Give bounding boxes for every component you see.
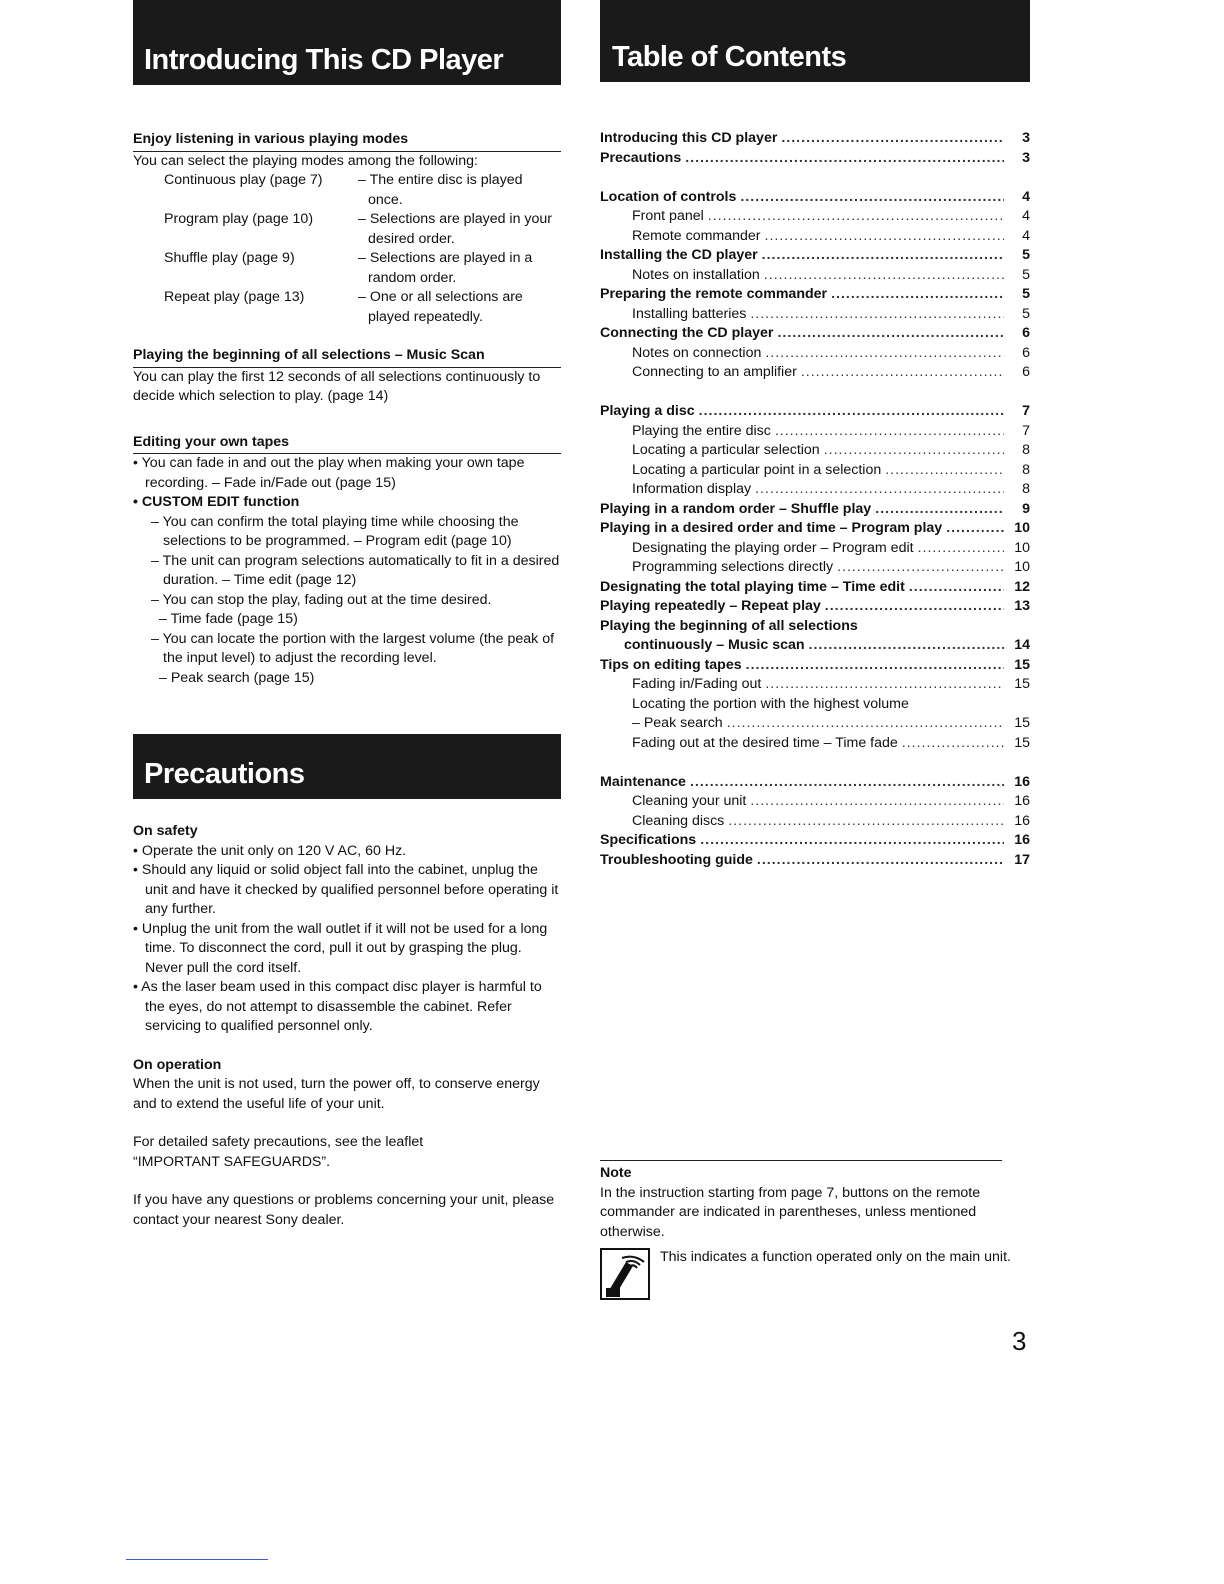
- intro-section: [133, 130, 561, 688]
- toc-page: 3: [1022, 130, 1030, 146]
- toc-leader: [740, 188, 1004, 208]
- toc-page: 7: [1022, 422, 1030, 439]
- toc-subentry: [600, 539, 1030, 559]
- toc-entry: [600, 831, 1030, 851]
- toc-gap: [600, 168, 1030, 188]
- safety-item: • Should any liquid or solid object fall into the cabinet, unplug the unit and have it checked by qualified personnel before operating it any further.: [133, 862, 559, 917]
- toc-page: 15: [1014, 676, 1030, 692]
- note-text: In the instruction starting from page 7, buttons on the remote commander are indicated in parentheses, unless mentioned otherwise.: [600, 1184, 981, 1240]
- toc-leader: [750, 792, 1004, 812]
- toc-label: Designating the playing order – Program edit: [632, 539, 914, 556]
- toc-leader: [765, 344, 1004, 364]
- toc-leader: [918, 539, 1004, 559]
- toc-label: Maintenance: [600, 773, 686, 790]
- main-unit-icon: [600, 1248, 650, 1300]
- toc-page: 8: [1022, 442, 1030, 458]
- mode-desc: – Selections are played in your desired order.: [358, 211, 553, 247]
- dealer-text: If you have any questions or problems concerning your unit, please contact your nearest Sony dealer.: [133, 1192, 555, 1228]
- scan-heading: Playing the beginning of all selections – Music Scan: [133, 346, 561, 368]
- toc-subentry: [600, 344, 1030, 364]
- toc-page: 16: [1014, 812, 1030, 829]
- toc-label: Notes on installation: [632, 266, 760, 283]
- toc-entry: [600, 851, 1030, 871]
- edit-sub-continuation: – Peak search (page 15): [159, 669, 315, 686]
- toc-label: Playing repeatedly – Repeat play: [600, 598, 821, 614]
- toc-page: 15: [1014, 656, 1030, 673]
- note-section: [600, 1160, 1030, 1300]
- toc-leader: [831, 285, 1004, 305]
- toc-entry: [600, 500, 1030, 520]
- toc-leader: [700, 831, 1004, 851]
- toc-leader: [909, 578, 1004, 598]
- toc-leader: [764, 266, 1004, 286]
- toc-label: Preparing the remote commander: [600, 286, 828, 302]
- toc-leader: [727, 714, 1004, 734]
- toc-entry: [600, 578, 1030, 598]
- intro-title: Introducing This CD Player: [144, 44, 504, 76]
- toc-subentry: [600, 227, 1030, 247]
- toc-leader: [699, 402, 1004, 422]
- edit-bullet: • You can fade in and out the play when making your own tape recording. – Fade in/Fade out (page 15): [133, 455, 525, 491]
- mode-row: [164, 288, 561, 327]
- toc-leader: [946, 519, 1004, 539]
- toc-page: 5: [1022, 286, 1030, 302]
- toc-subentry: [600, 305, 1030, 325]
- toc-leader: [837, 558, 1004, 578]
- modes-lead: You can select the playing modes among the following:: [133, 152, 478, 169]
- toc-entry: [600, 597, 1030, 617]
- safety-item: • As the laser beam used in this compact disc player is harmful to the eyes, do not attempt to disassemble the cabinet. Refer servicing to qualified personnel only.: [133, 979, 542, 1034]
- safety-item: • Unplug the unit from the wall outlet if it will not be used for a long time. To disconnect the cord, pull it out by grasping the plug. Never pull the cord itself.: [133, 920, 548, 976]
- edit-sub-bullet: – You can confirm the total playing time while choosing the selections to be programmed. – Program edit (page 10): [151, 513, 519, 549]
- toc-label: Installing batteries: [632, 305, 747, 322]
- mode-desc: – One or all selections are played repeatedly.: [358, 289, 523, 325]
- toc-page: 5: [1022, 247, 1030, 263]
- toc-gap: [600, 753, 1030, 773]
- edit-sub-bullet: – You can stop the play, fading out at the time desired.: [151, 591, 492, 608]
- toc-leader: [708, 207, 1004, 227]
- toc-label: Location of controls: [600, 188, 737, 205]
- toc-leader: [755, 480, 1004, 500]
- toc-label: Connecting to an amplifier: [632, 364, 797, 380]
- toc-label: Cleaning your unit: [632, 793, 747, 809]
- operation-text: When the unit is not used, turn the power off, to conserve energy and to extend the useful life of your unit.: [133, 1076, 540, 1112]
- intro-banner: [133, 0, 561, 85]
- toc-entry: [600, 519, 1030, 539]
- icon-legend: [600, 1248, 1030, 1300]
- precautions-title: Precautions: [144, 758, 305, 790]
- toc-subentry: [600, 734, 1030, 754]
- toc-page: 4: [1022, 208, 1030, 224]
- mode-desc: – Selections are played in a random order.: [358, 250, 533, 286]
- toc-subentry: [600, 812, 1030, 832]
- toc-label: Information display: [632, 481, 752, 497]
- mode-name: Continuous play (page 7): [164, 172, 323, 188]
- toc-page: 16: [1014, 773, 1030, 790]
- toc-page: 16: [1014, 793, 1030, 809]
- toc-page: 15: [1014, 734, 1030, 751]
- toc-subentry: [600, 695, 1030, 715]
- toc-leader: [690, 773, 1004, 793]
- toc-page: 14: [1014, 637, 1030, 653]
- footer-rule: [126, 1559, 268, 1560]
- edit-heading: Editing your own tapes: [133, 433, 561, 455]
- toc-label: Troubleshooting guide: [600, 851, 753, 868]
- toc-page: 6: [1022, 364, 1030, 380]
- toc-entry: [600, 129, 1030, 149]
- note-heading: Note: [600, 1165, 632, 1181]
- toc-page: 7: [1022, 403, 1030, 419]
- toc-subentry: [600, 558, 1030, 578]
- toc-label: Playing the entire disc: [632, 422, 771, 439]
- toc-page: 6: [1022, 325, 1030, 341]
- toc-leader: [902, 734, 1004, 754]
- toc-entry: [600, 402, 1030, 422]
- toc-leader: [775, 422, 1004, 442]
- precautions-section: [133, 822, 561, 1230]
- mode-name: Shuffle play (page 9): [164, 250, 295, 266]
- toc-subentry: [600, 207, 1030, 227]
- toc-leader: [809, 636, 1004, 656]
- toc-label: Front panel: [632, 208, 704, 224]
- toc-leader: [875, 500, 1004, 520]
- custom-edit-bullet: • CUSTOM EDIT function: [133, 494, 300, 510]
- toc-entry: [600, 188, 1030, 208]
- toc-leader: [746, 656, 1004, 676]
- toc-entry: [600, 636, 1030, 656]
- toc-subentry: [600, 714, 1030, 734]
- toc-subentry: [600, 363, 1030, 383]
- toc-label: Playing in a random order – Shuffle play: [600, 500, 872, 517]
- toc-label: Fading out at the desired time – Time fade: [632, 734, 898, 751]
- toc-entry: [600, 285, 1030, 305]
- toc-label: Cleaning discs: [632, 812, 725, 829]
- toc-label: Programming selections directly: [632, 559, 834, 575]
- toc-leader: [777, 324, 1004, 344]
- toc-entry: [600, 324, 1030, 344]
- toc-leader: [757, 851, 1004, 871]
- toc-page: 17: [1014, 851, 1030, 868]
- toc-gap: [600, 383, 1030, 403]
- scan-text: You can play the first 12 seconds of all selections continuously to decide which selection to play. (page 14): [133, 368, 541, 404]
- toc-page: 4: [1022, 188, 1030, 205]
- edit-sub-bullet: – You can locate the portion with the largest volume (the peak of the input level) to adjust the recording level.: [151, 630, 555, 666]
- toc-label: Playing a disc: [600, 403, 695, 419]
- toc-title: Table of Contents: [612, 41, 847, 73]
- toc-leader: [801, 363, 1004, 383]
- toc-leader: [762, 246, 1004, 266]
- toc-banner: [600, 0, 1030, 82]
- toc-leader: [765, 675, 1004, 695]
- toc-label: Introducing this CD player: [600, 130, 778, 146]
- toc-page: 6: [1022, 344, 1030, 361]
- toc-label: Designating the total playing time – Time edit: [600, 578, 905, 595]
- page-number: 3: [1012, 1326, 1027, 1356]
- toc-subentry: [600, 792, 1030, 812]
- mode-row: [164, 171, 561, 210]
- toc-label: Tips on editing tapes: [600, 656, 742, 673]
- toc-label: Remote commander: [632, 227, 761, 244]
- toc-page: 4: [1022, 227, 1030, 244]
- toc-label: Fading in/Fading out: [632, 676, 762, 692]
- toc-leader: [685, 149, 1004, 169]
- modes-heading: Enjoy listening in various playing modes: [133, 130, 561, 152]
- note-divider: [600, 1160, 1002, 1161]
- toc-leader: [781, 129, 1004, 149]
- operation-heading: On operation: [133, 1056, 222, 1073]
- toc-leader: [824, 441, 1004, 461]
- safety-heading: On safety: [133, 823, 198, 839]
- toc-page: 15: [1014, 715, 1030, 731]
- mode-row: [164, 249, 561, 288]
- toc-page: 12: [1014, 578, 1030, 595]
- toc-page: 5: [1022, 305, 1030, 322]
- toc-label: Locating a particular point in a selection: [632, 461, 882, 478]
- leaflet-text: For detailed safety precautions, see the leaflet “IMPORTANT SAFEGUARDS”.: [133, 1134, 424, 1170]
- toc-label: Locating the portion with the highest volume: [632, 695, 909, 712]
- toc-subentry: [600, 441, 1030, 461]
- toc-label: Specifications: [600, 832, 697, 848]
- mode-desc: – The entire disc is played once.: [358, 172, 523, 208]
- toc-entry: [600, 246, 1030, 266]
- mode-name: Program play (page 10): [164, 211, 314, 227]
- toc-label: continuously – Music scan: [624, 637, 805, 653]
- toc-subentry: [600, 675, 1030, 695]
- table-of-contents: [600, 129, 1030, 870]
- toc-subentry: [600, 422, 1030, 442]
- safety-item: • Operate the unit only on 120 V AC, 60 Hz.: [133, 842, 407, 859]
- toc-label: Connecting the CD player: [600, 325, 774, 341]
- toc-label: Locating a particular selection: [632, 442, 820, 458]
- toc-entry: [600, 617, 1030, 637]
- toc-page: 13: [1014, 598, 1030, 614]
- toc-label: Installing the CD player: [600, 247, 758, 263]
- toc-leader: [885, 461, 1004, 481]
- mode-name: Repeat play (page 13): [164, 289, 305, 305]
- toc-page: 5: [1022, 266, 1030, 283]
- toc-entry: [600, 773, 1030, 793]
- toc-page: 9: [1022, 500, 1030, 517]
- toc-page: 3: [1022, 149, 1030, 166]
- toc-page: 10: [1014, 520, 1030, 536]
- mode-row: [164, 210, 561, 249]
- precautions-banner: [133, 734, 561, 799]
- toc-subentry: [600, 480, 1030, 500]
- toc-label: – Peak search: [632, 715, 723, 731]
- toc-page: 8: [1022, 461, 1030, 478]
- toc-leader: [728, 812, 1004, 832]
- toc-subentry: [600, 266, 1030, 286]
- edit-sub-bullet: – The unit can program selections automatically to fit in a desired duration. – Time edit (page 12): [151, 552, 560, 588]
- toc-leader: [825, 597, 1004, 617]
- icon-legend-text: This indicates a function operated only on the main unit.: [660, 1249, 1011, 1265]
- toc-entry: [600, 656, 1030, 676]
- toc-entry: [600, 149, 1030, 169]
- toc-page: 8: [1022, 481, 1030, 497]
- toc-leader: [750, 305, 1004, 325]
- toc-page: 10: [1014, 539, 1030, 556]
- toc-label: Notes on connection: [632, 344, 762, 361]
- toc-page: 10: [1014, 559, 1030, 575]
- toc-label: Playing in a desired order and time – Program play: [600, 520, 943, 536]
- toc-page: 16: [1014, 832, 1030, 848]
- toc-label: Precautions: [600, 149, 682, 166]
- toc-leader: [765, 227, 1004, 247]
- toc-label: Playing the beginning of all selections: [600, 617, 858, 634]
- toc-subentry: [600, 461, 1030, 481]
- edit-sub-continuation: – Time fade (page 15): [159, 611, 298, 627]
